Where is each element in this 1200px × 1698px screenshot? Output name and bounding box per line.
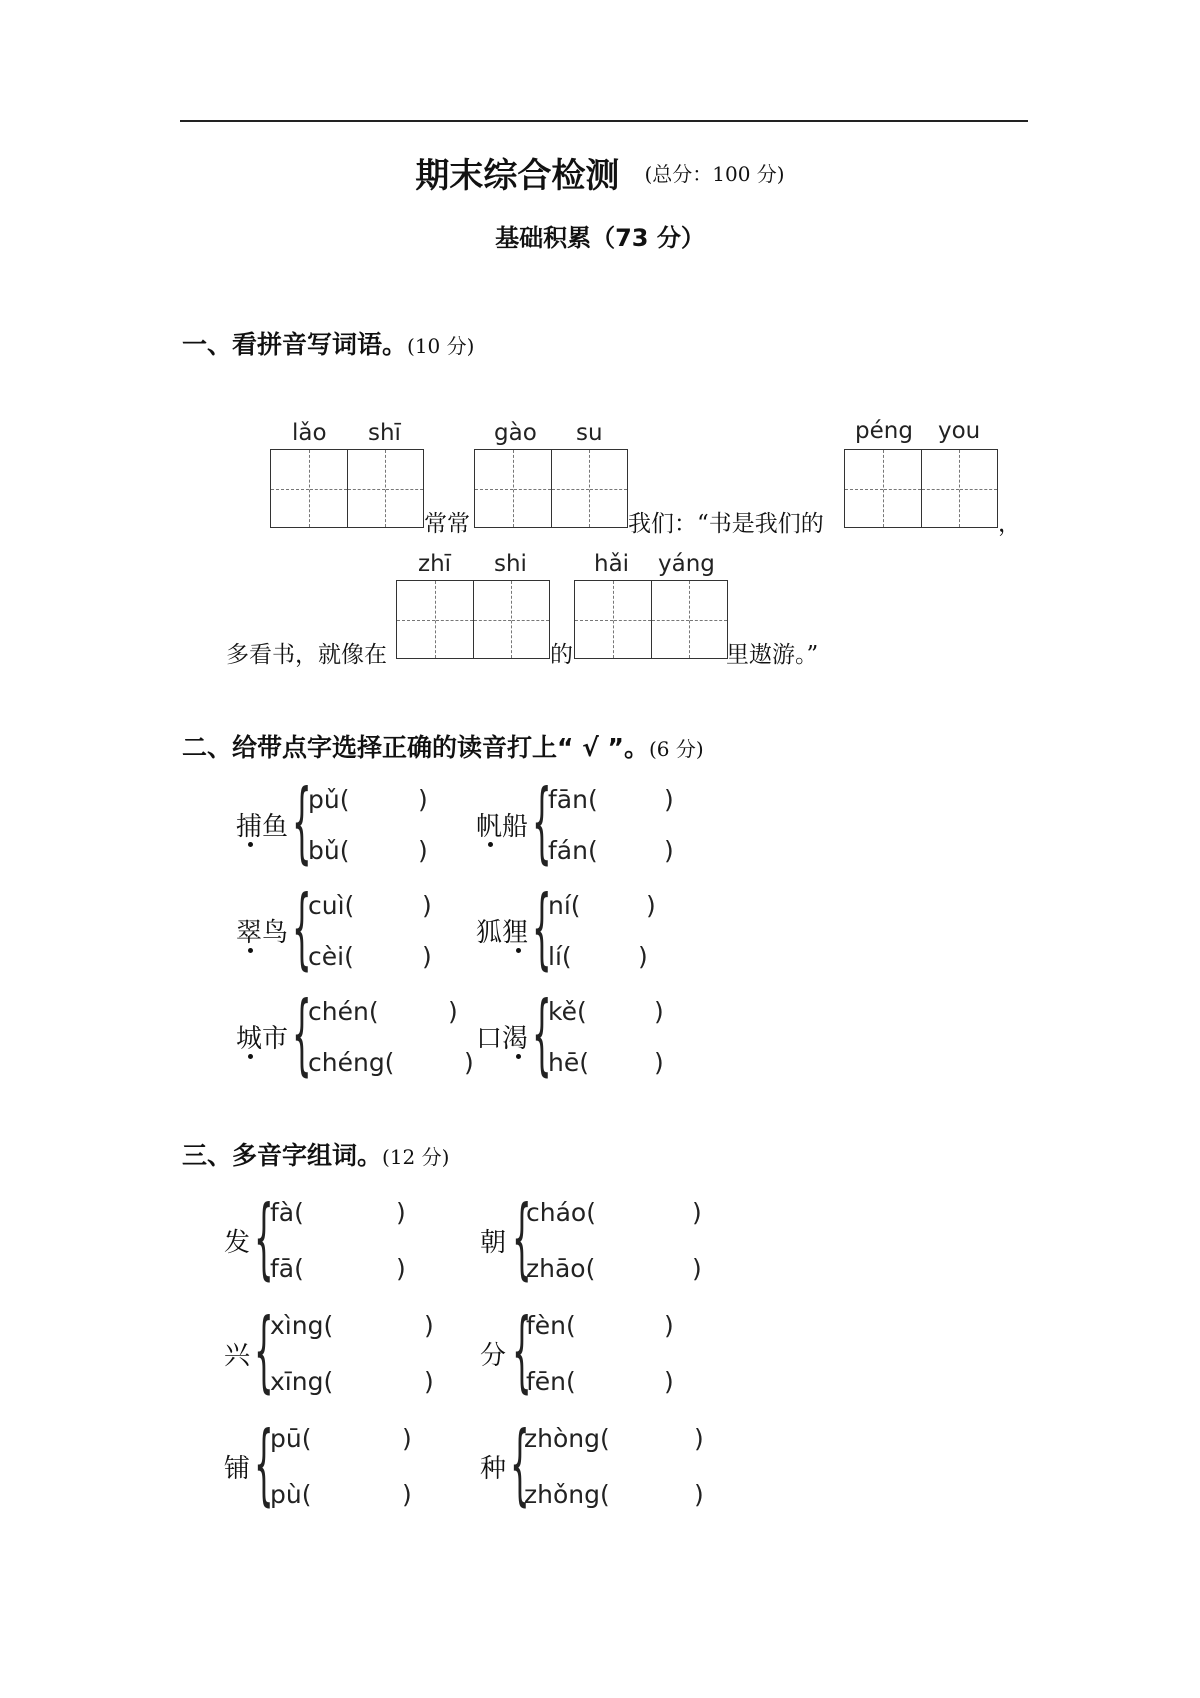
dotted-word: 口渴 [476, 1024, 529, 1054]
sentence-text: ， [998, 511, 1021, 537]
answer-blank[interactable]: ) [424, 1311, 434, 1340]
answer-blank[interactable]: ) [402, 1480, 412, 1509]
brace-icon: { [532, 876, 552, 979]
answer-blank[interactable]: ) [692, 1254, 702, 1283]
polyphone-char: 铺 [224, 1454, 251, 1484]
emphasis-dot [516, 948, 521, 953]
dotted-word: 翠鸟 [236, 918, 289, 948]
answer-blank[interactable]: ) [464, 1048, 474, 1077]
total-score: (总分：100 分) [644, 162, 785, 186]
answer-blank[interactable]: ) [396, 1198, 406, 1227]
emphasis-dot [516, 1054, 521, 1059]
polyphone-char: 发 [224, 1228, 251, 1258]
dotted-word: 捕鱼 [236, 812, 289, 842]
brace-icon: { [510, 1412, 530, 1515]
brace-icon: { [292, 876, 312, 979]
pinyin-option: fā( [270, 1254, 304, 1283]
emphasis-dot [248, 1054, 253, 1059]
pinyin: zhī [418, 551, 452, 577]
section2-heading: 二、给带点字选择正确的读音打上“ √ ”。(6 分) [182, 733, 704, 762]
pinyin-option: fán( [548, 836, 598, 865]
pinyin: shī [368, 420, 401, 446]
section3-heading: 三、多音字组词。(12 分) [182, 1141, 450, 1170]
pinyin-option: pǔ( [308, 785, 350, 814]
brace-icon: { [532, 770, 552, 873]
pinyin-option: zhǒng( [524, 1480, 610, 1509]
dotted-word: 狐狸 [476, 918, 529, 948]
pinyin-option: cuì( [308, 891, 355, 920]
answer-blank[interactable]: ) [664, 1311, 674, 1340]
answer-blank[interactable]: ) [664, 785, 674, 814]
pinyin: lǎo [292, 420, 327, 446]
pinyin-option: xīng( [270, 1367, 334, 1396]
pinyin-option: fà( [270, 1198, 304, 1227]
answer-blank[interactable]: ) [418, 785, 428, 814]
brace-icon: { [254, 1299, 274, 1402]
answer-blank[interactable]: ) [402, 1424, 412, 1453]
pinyin-option: kě( [548, 997, 587, 1026]
brace-icon: { [292, 982, 312, 1085]
answer-blank[interactable]: ) [424, 1367, 434, 1396]
pinyin-option: chéng( [308, 1048, 395, 1077]
pinyin-option: bǔ( [308, 836, 350, 865]
answer-blank[interactable]: ) [664, 1367, 674, 1396]
pinyin: gào [494, 420, 537, 446]
answer-blank[interactable]: ) [664, 836, 674, 865]
pinyin: su [576, 420, 603, 446]
sentence-text: 多看书，就像在 [226, 642, 387, 668]
section1-heading: 一、看拼音写词语。(10 分) [182, 330, 475, 359]
answer-blank[interactable]: ) [692, 1198, 702, 1227]
brace-icon: { [292, 770, 312, 873]
pinyin-option: ní( [548, 891, 581, 920]
brace-icon: { [254, 1412, 274, 1515]
pinyin-option: xìng( [270, 1311, 334, 1340]
emphasis-dot [248, 948, 253, 953]
answer-blank[interactable]: ) [396, 1254, 406, 1283]
page-title-row [0, 148, 1200, 197]
pinyin-option: fèn( [526, 1311, 576, 1340]
pinyin-option: fēn( [526, 1367, 576, 1396]
pinyin-option: fān( [548, 785, 598, 814]
pinyin-option: zhòng( [524, 1424, 610, 1453]
pinyin-option: chén( [308, 997, 379, 1026]
pinyin: hǎi [594, 551, 630, 577]
pinyin-option: lí( [548, 942, 572, 971]
pinyin-option: cèi( [308, 942, 354, 971]
page-title: 期末综合检测 [415, 156, 620, 196]
pinyin: you [938, 418, 981, 444]
pinyin-option: cháo( [526, 1198, 596, 1227]
emphasis-dot [248, 842, 253, 847]
polyphone-char: 朝 [480, 1228, 507, 1258]
pinyin: shi [494, 551, 527, 577]
sentence-text: 常常 [424, 511, 470, 537]
writing-grid-zhishi[interactable] [396, 580, 550, 659]
dotted-word: 城市 [236, 1024, 289, 1054]
brace-icon: { [532, 982, 552, 1085]
polyphone-char: 种 [480, 1454, 507, 1484]
sentence-text: 里遨游。” [726, 642, 819, 668]
writing-grid-haiyang[interactable] [574, 580, 728, 659]
brace-icon: { [254, 1186, 274, 1289]
answer-blank[interactable]: ) [654, 997, 664, 1026]
pinyin: yáng [658, 551, 715, 577]
brace-icon: { [512, 1299, 532, 1402]
pinyin-option: pù( [270, 1480, 312, 1509]
polyphone-char: 分 [480, 1341, 507, 1371]
answer-blank[interactable]: ) [422, 891, 432, 920]
pinyin-option: pū( [270, 1424, 312, 1453]
answer-blank[interactable]: ) [694, 1424, 704, 1453]
answer-blank[interactable]: ) [646, 891, 656, 920]
sentence-text: 我们：“书是我们的 [628, 511, 824, 537]
answer-blank[interactable]: ) [422, 942, 432, 971]
brace-icon: { [512, 1186, 532, 1289]
answer-blank[interactable]: ) [418, 836, 428, 865]
answer-blank[interactable]: ) [638, 942, 648, 971]
pinyin-option: zhāo( [526, 1254, 596, 1283]
answer-blank[interactable]: ) [448, 997, 458, 1026]
emphasis-dot [488, 842, 493, 847]
top-rule [180, 120, 1028, 122]
answer-blank[interactable]: ) [694, 1480, 704, 1509]
pinyin-option: hē( [548, 1048, 589, 1077]
writing-grid-laoshi[interactable] [270, 449, 424, 528]
writing-grid-pengyou[interactable] [844, 449, 998, 528]
writing-grid-gaosu[interactable] [474, 449, 628, 528]
pinyin: péng [855, 418, 913, 444]
polyphone-char: 兴 [224, 1341, 251, 1371]
sentence-text: 的 [550, 642, 573, 668]
answer-blank[interactable]: ) [654, 1048, 664, 1077]
page-subtitle: 基础积累（73 分） [495, 224, 705, 252]
dotted-word: 帆船 [476, 812, 529, 842]
